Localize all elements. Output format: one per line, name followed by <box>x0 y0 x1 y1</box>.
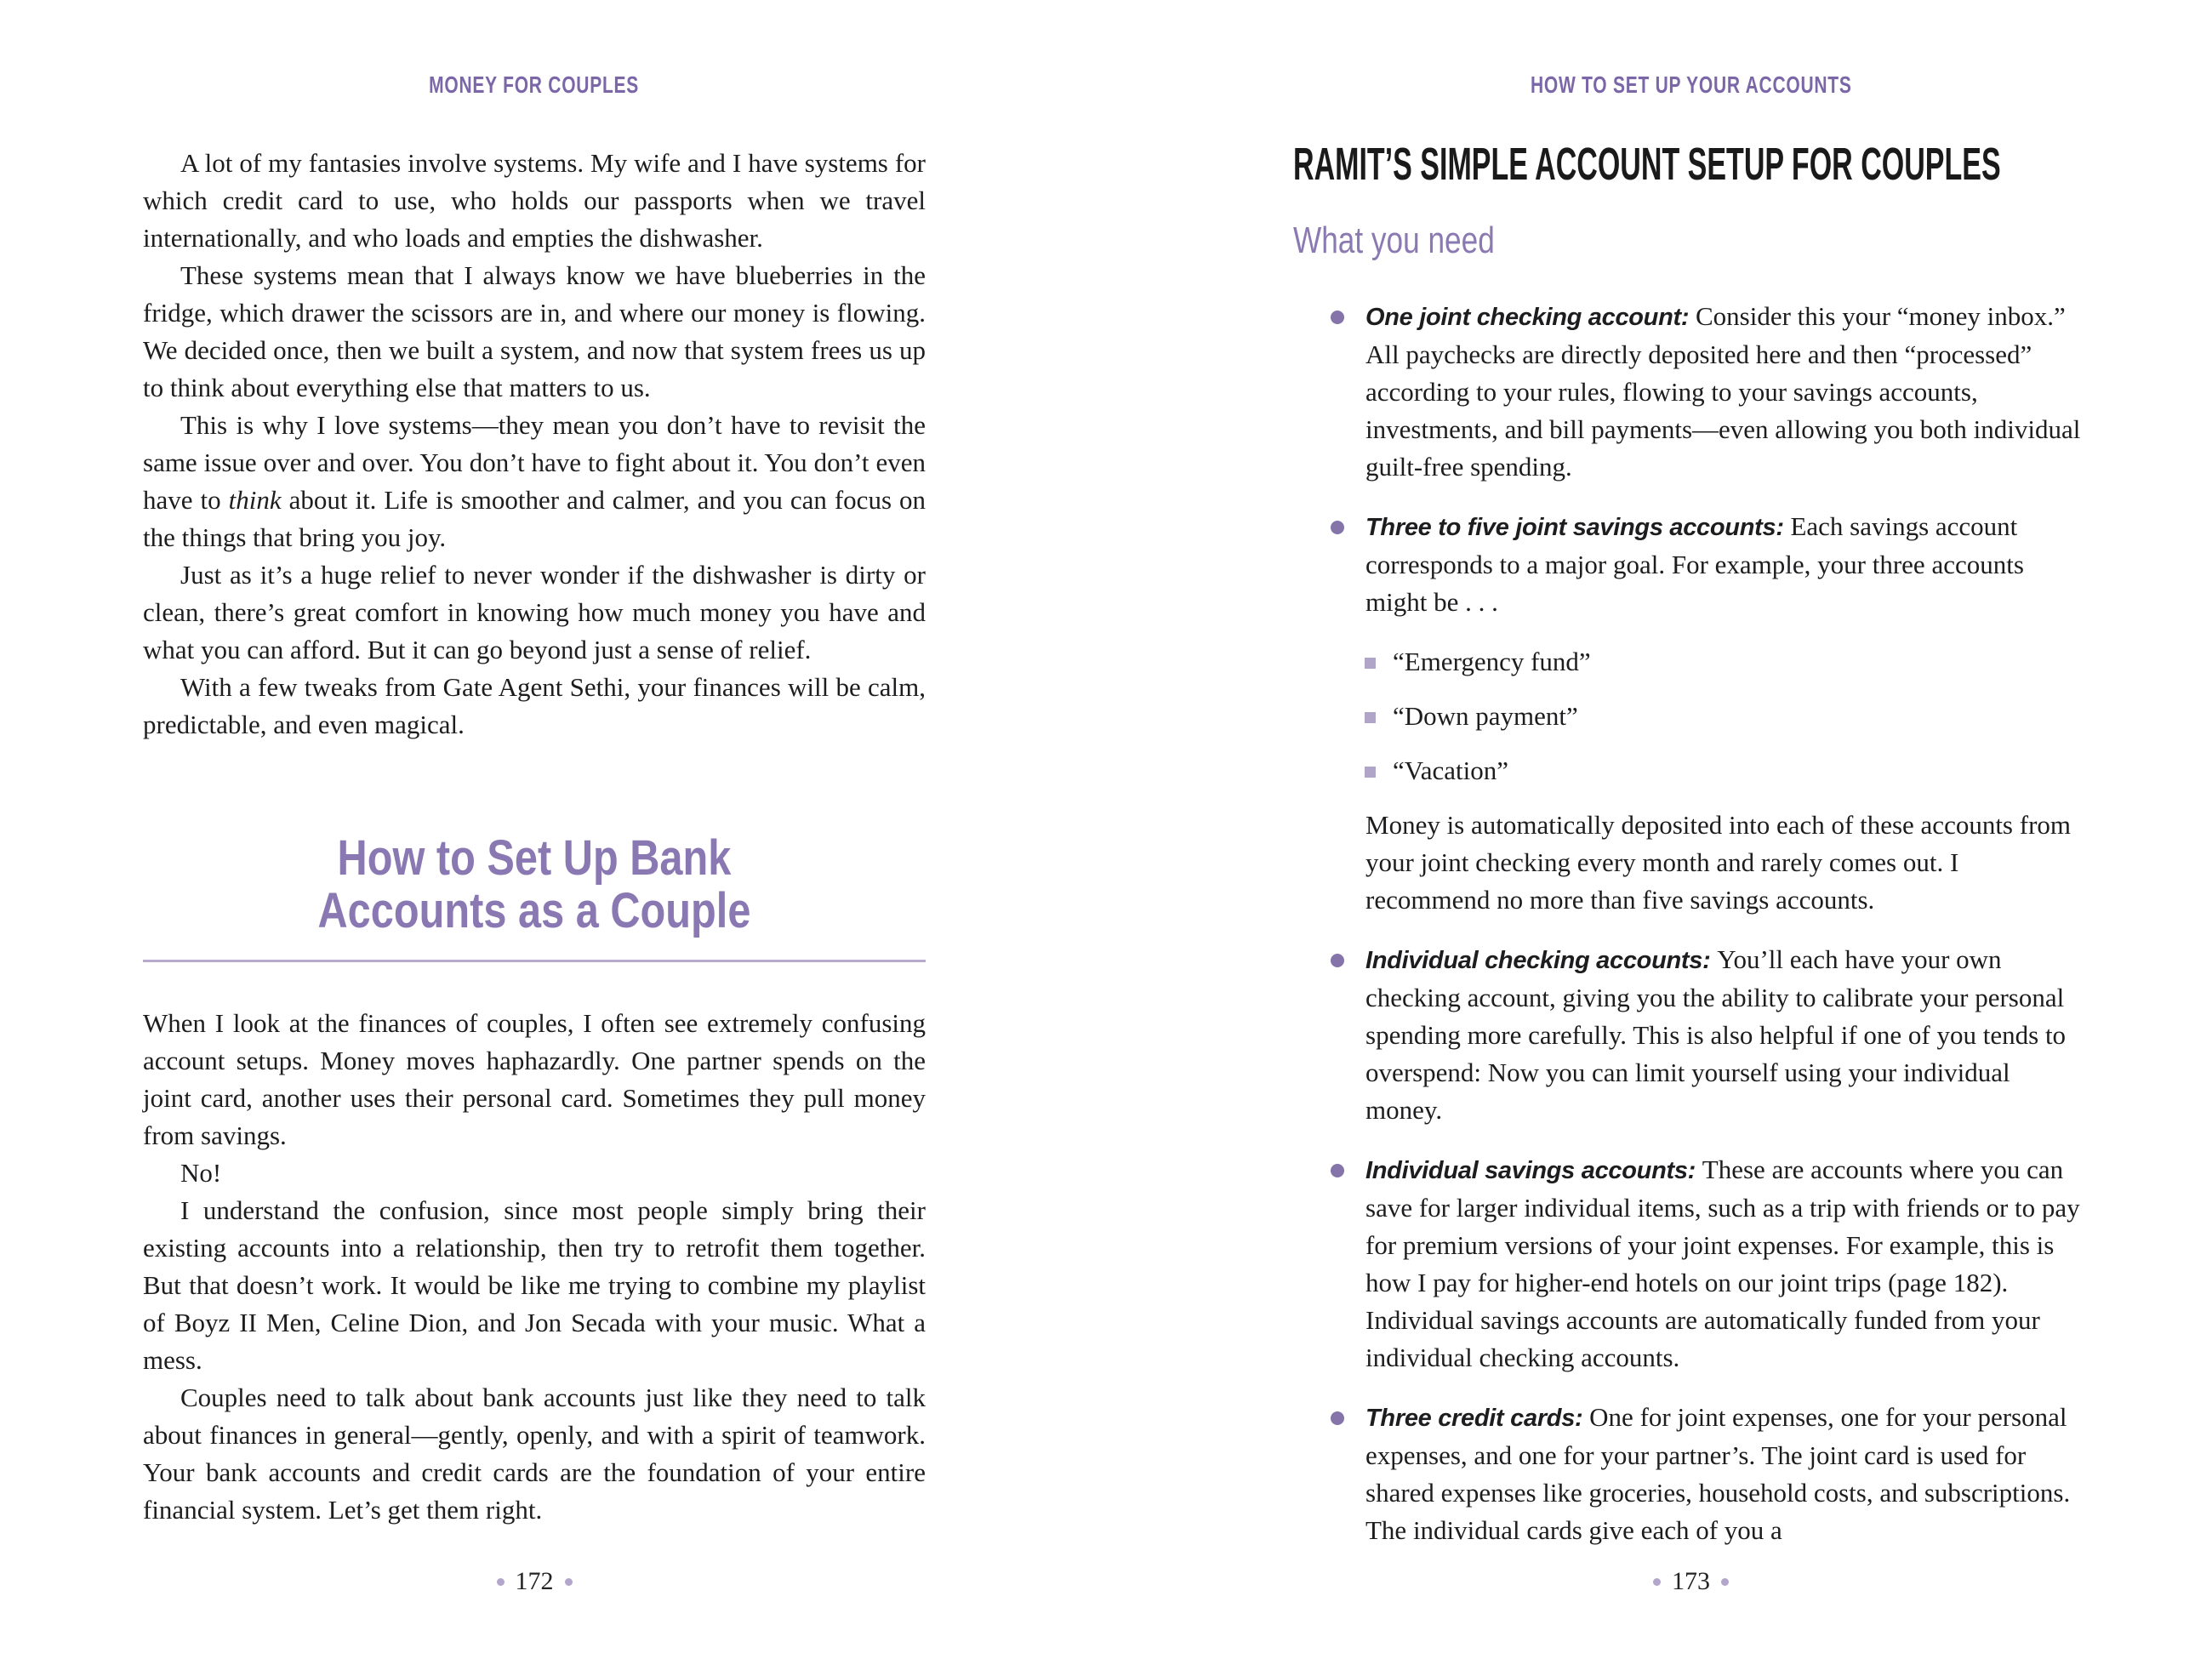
section-title <box>1293 140 2089 201</box>
sub-list-item <box>1293 752 2089 790</box>
list-item-text: Consider this your “money inbox.” All paychecks are directly deposited here and then “processed” according to your rules, flowing to your savings accounts, investments, and bill payments—even allowing you both individual guilt-free spending. <box>1365 301 2081 482</box>
paragraph: With a few tweaks from Gate Agent Sethi, your finances will be calm, predictable, and even magical. <box>143 672 926 739</box>
bullet-dot-icon <box>1331 1164 1344 1177</box>
right-page-number <box>1293 1567 2089 1596</box>
list-item <box>1293 1399 2089 1549</box>
list-item-text: One for joint expenses, one for your personal expenses, and one for your partner’s. The joint card is used for shared expenses like groceries, household costs, and subscriptions. The individual cards give each of you a <box>1365 1402 2071 1545</box>
sub-list-item <box>1293 643 2089 681</box>
list-note: Money is automatically deposited into each of these accounts from your joint checking every month and rarely comes out. I recommend no more than five savings accounts. <box>1365 810 2072 915</box>
left-body-bottom <box>143 1005 926 1529</box>
ornament-dot-icon <box>1653 1578 1661 1586</box>
paragraph: No! <box>180 1158 222 1188</box>
sub-list-item-text: “Emergency fund” <box>1393 647 1591 676</box>
ornament-dot-icon <box>1721 1578 1729 1586</box>
sub-list-item-text: “Vacation” <box>1393 755 1508 785</box>
emphasis-word: think <box>228 485 282 515</box>
account-setup-list <box>1293 298 2089 1549</box>
square-bullet-icon <box>1365 712 1376 723</box>
bullet-dot-icon <box>1331 954 1344 967</box>
list-item <box>1293 508 2089 621</box>
list-item-lead: One joint checking account: <box>1365 304 1696 331</box>
subsection-title <box>1293 219 2089 271</box>
chapter-title-line1: How to Set Up Bank <box>337 830 732 886</box>
paragraph: Just as it’s a huge relief to never wonder if the dishwasher is dirty or clean, there’s great comfort in knowing how much money you have and what you can afford. But it can go beyond just a sense of relief. <box>143 560 926 664</box>
list-item <box>1293 298 2089 486</box>
section-title-text: RAMIT’S SIMPLE ACCOUNT SETUP FOR COUPLES <box>1293 139 2001 190</box>
ornament-dot-icon <box>565 1578 573 1586</box>
list-item <box>1293 1151 2089 1377</box>
paragraph: These systems mean that I always know we have blueberries in the fridge, which drawer the scissors are in, and where our money is flowing. We decided once, then we built a system, and now that system frees us up to think about everything else that matters to us. <box>143 260 926 402</box>
paragraph: I understand the confusion, since most people simply bring their existing accounts into a relationship, then try to retrofit them together. But that doesn’t work. It would be like me trying to combine my playlist of Boyz II Men, Celine Dion, and Jon Secada with your music. What a mess. <box>143 1195 926 1375</box>
left-running-head <box>143 0 926 100</box>
list-item-text: You’ll each have your own checking account, giving you the ability to calibrate your personal spending more carefully. This is also helpful if one of you tends to overspend: Now you can limit yourself using your individual money. <box>1365 944 2067 1125</box>
bullet-dot-icon <box>1331 521 1344 534</box>
chapter-title-text <box>318 832 751 938</box>
chapter-title-line2: Accounts as a Couple <box>317 883 751 938</box>
list-item <box>1293 941 2089 1129</box>
ornament-dot-icon <box>497 1578 505 1586</box>
left-page <box>143 0 926 1659</box>
right-running-head <box>1293 0 2089 100</box>
page-number-text: 172 <box>515 1567 554 1595</box>
paragraph: When I look at the finances of couples, I often see extremely confusing account setups. Money moves haphazardly. One partner spends on the joint card, another uses their personal card. Sometimes they pull money from savings. <box>143 1008 926 1150</box>
paragraph <box>143 407 926 556</box>
left-running-head-text: MONEY FOR COUPLES <box>429 71 640 98</box>
list-item-lead: Individual savings accounts: <box>1365 1157 1702 1184</box>
right-page <box>1293 0 2089 1659</box>
page-number-text: 173 <box>1672 1567 1710 1595</box>
paragraph-text: about it. Life is smoother and calmer, and you can focus on the things that bring you joy. <box>143 485 926 552</box>
sub-list-item-text: “Down payment” <box>1393 701 1578 731</box>
bullet-dot-icon <box>1331 1411 1344 1425</box>
left-body-top <box>143 145 926 744</box>
paragraph: A lot of my fantasies involve systems. My wife and I have systems for which credit card to use, who holds our passports when we travel internationally, and who loads and empties the dishwasher. <box>143 148 926 253</box>
list-item-lead: Three credit cards: <box>1365 1405 1590 1432</box>
list-item-lead: Individual checking accounts: <box>1365 947 1718 974</box>
list-item-text: These are accounts where you can save for larger individual items, such as a trip with friends or to pay for premium versions of your joint expenses. For example, this is how I pay for higher-end hotels on our joint trips (page 182). Individual savings accounts are automatically funded from your individual checking accounts. <box>1365 1154 2080 1372</box>
sub-list-item <box>1293 698 2089 735</box>
left-page-number <box>143 1567 926 1596</box>
list-item-text: Each savings account corresponds to a major goal. For example, your three accounts might be . . . <box>1365 511 2024 617</box>
paragraph-text: This is why I love systems—they mean you don’t have to revisit the same issue over and over. You don’t have to fight about it. You don’t even have to <box>143 410 926 515</box>
square-bullet-icon <box>1365 658 1376 669</box>
paragraph: Couples need to talk about bank accounts just like they need to talk about finances in general—gently, openly, and with a spirit of teamwork. Your bank accounts and credit cards are the foundation of your entire financial system. Let’s get them right. <box>143 1382 926 1525</box>
right-running-head-text: HOW TO SET UP YOUR ACCOUNTS <box>1530 71 1852 98</box>
chapter-title <box>143 832 926 938</box>
subsection-title-text: What you need <box>1293 219 1495 261</box>
bullet-dot-icon <box>1331 311 1344 324</box>
section-divider <box>143 960 926 962</box>
list-item-lead: Three to five joint savings accounts: <box>1365 514 1791 541</box>
square-bullet-icon <box>1365 767 1376 778</box>
